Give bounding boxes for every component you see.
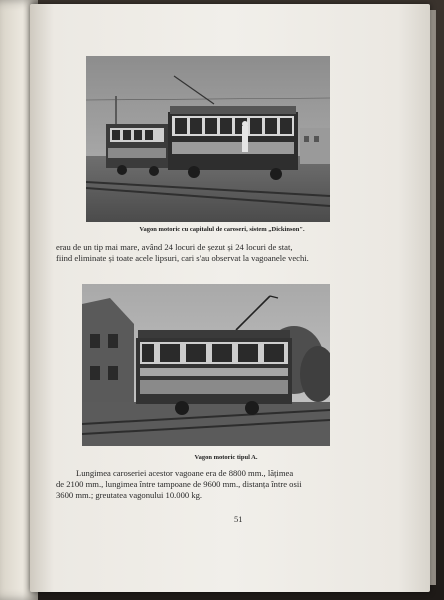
- text-line: fiind eliminate și toate acele lipsuri, cari s'au observat la vagoanele vechi.: [56, 253, 309, 263]
- text-line: de 2100 mm., lungimea între tampoane de 9600 mm., distanța între osii: [56, 479, 302, 489]
- tram-photo-top: [86, 56, 330, 222]
- caption-top: Vagon motoric cu capitalul de caroseri, sistem „Dickinson".: [139, 226, 305, 233]
- book-page: [30, 4, 430, 592]
- paragraph-bottom: [56, 468, 386, 501]
- text-line: Lungimea caroseriei acestor vagoane era de 8800 mm., lățimea: [76, 468, 294, 478]
- paragraph-top: [56, 242, 386, 264]
- text-line: 3600 mm.; greutatea vagonului 10.000 kg.: [56, 490, 203, 500]
- caption-bottom: Vagon motoric tipul A.: [194, 454, 258, 461]
- text-line: erau de un tip mai mare, având 24 locuri de șezut și 24 locuri de stat,: [56, 242, 293, 252]
- tram-photo-bottom: [82, 284, 330, 446]
- page-number: 51: [234, 514, 243, 524]
